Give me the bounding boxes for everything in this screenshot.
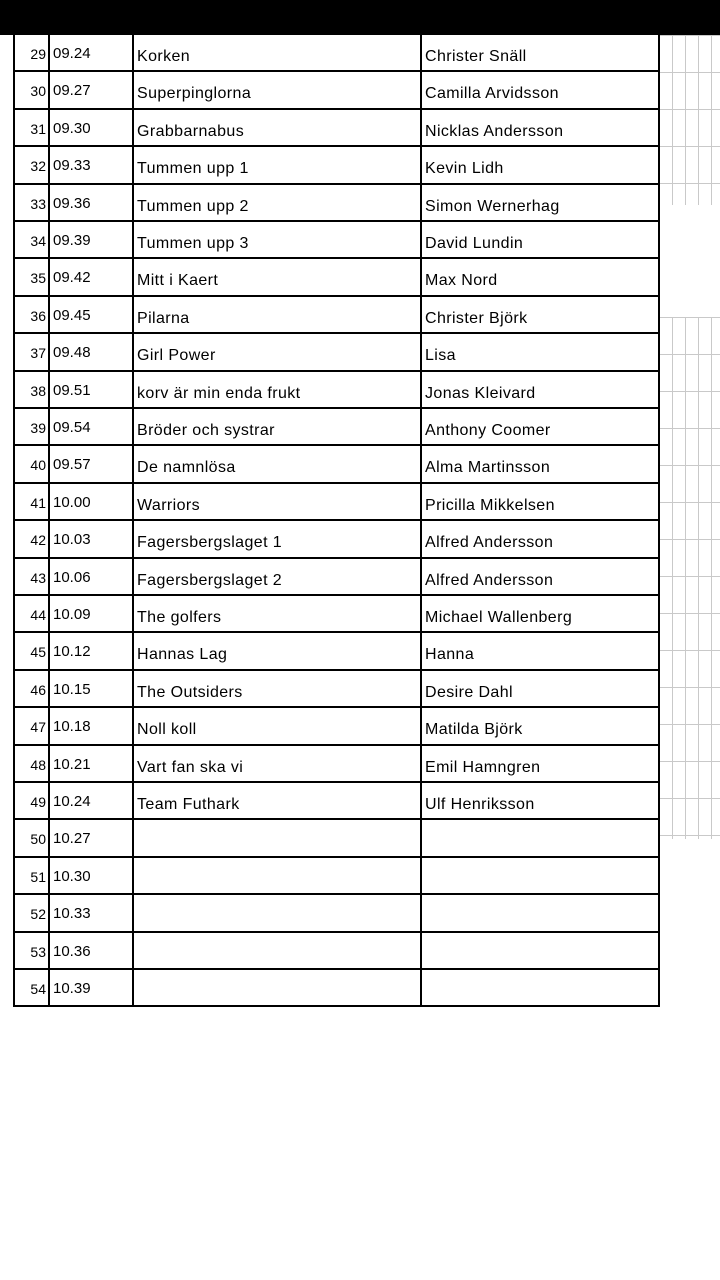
row-number: 33: [30, 195, 46, 212]
team-name: Korken: [132, 35, 420, 70]
table-row: [13, 559, 660, 596]
start-time: 10.03: [48, 521, 132, 556]
team-name: [132, 970, 420, 1005]
team-leader: [420, 820, 658, 855]
team-name: The Outsiders: [132, 671, 420, 706]
start-time: 10.06: [48, 559, 132, 594]
team-leader: Alfred Andersson: [420, 559, 658, 594]
row-number: 34: [30, 233, 46, 249]
team-name: Superpinglorna: [132, 72, 420, 107]
team-name: Team Futhark: [132, 783, 420, 818]
row-number: 35: [30, 270, 46, 287]
row-number: 46: [30, 681, 46, 698]
row-number: 32: [30, 158, 46, 175]
team-name: Vart fan ska vi: [132, 746, 420, 781]
table-row: [13, 409, 660, 446]
team-name: [132, 895, 420, 930]
table-row: [13, 484, 660, 521]
row-number: 29: [30, 46, 46, 62]
table-row: [13, 259, 660, 296]
row-number: 49: [30, 794, 46, 810]
start-time: 09.30: [48, 110, 132, 145]
start-time: 09.51: [48, 372, 132, 407]
table-row: [13, 372, 660, 409]
start-time: 09.57: [48, 446, 132, 481]
start-time: 10.27: [48, 820, 132, 855]
table-row: [13, 72, 660, 109]
start-time: 10.12: [48, 633, 132, 668]
start-time: 10.30: [48, 858, 132, 893]
team-name: Mitt i Kaert: [132, 259, 420, 294]
row-number: 42: [30, 532, 46, 549]
adjacent-grid-bottom: [660, 317, 720, 839]
start-time: 10.09: [48, 596, 132, 631]
row-number: 36: [30, 307, 46, 324]
team-name: Pilarna: [132, 297, 420, 332]
team-leader: Hanna: [420, 633, 658, 668]
team-leader: [420, 970, 658, 1005]
team-name: Tummen upp 1: [132, 147, 420, 182]
table-row: [13, 521, 660, 558]
table-row: [13, 746, 660, 783]
team-name: [132, 858, 420, 893]
table-row: [13, 970, 660, 1007]
row-number: 43: [30, 569, 46, 586]
table-row: [13, 708, 660, 745]
team-leader: Christer Snäll: [420, 35, 658, 70]
start-time: 10.21: [48, 746, 132, 781]
row-number: 50: [30, 831, 46, 848]
team-name: Warriors: [132, 484, 420, 519]
start-time: 09.42: [48, 259, 132, 294]
table-row: [13, 858, 660, 895]
table-row: [13, 895, 660, 932]
team-name: korv är min enda frukt: [132, 372, 420, 407]
table-row: [13, 222, 660, 259]
start-time: 10.18: [48, 708, 132, 743]
team-name: Fagersbergslaget 2: [132, 559, 420, 594]
team-leader: [420, 858, 658, 893]
team-name: Tummen upp 3: [132, 222, 420, 257]
row-number: 45: [30, 644, 46, 661]
row-number: 37: [30, 345, 46, 362]
table-row: [13, 35, 660, 72]
team-name: [132, 933, 420, 968]
team-name: Hannas Lag: [132, 633, 420, 668]
team-leader: Christer Björk: [420, 297, 658, 332]
team-leader: Jonas Kleivard: [420, 372, 658, 407]
start-time: 09.36: [48, 185, 132, 220]
row-number: 54: [30, 981, 46, 997]
status-bar: [0, 0, 720, 35]
table-row: [13, 185, 660, 222]
row-number: 51: [30, 868, 46, 885]
team-leader: Ulf Henriksson: [420, 783, 658, 818]
start-time: 09.33: [48, 147, 132, 182]
start-time: 09.24: [48, 35, 132, 70]
row-number: 41: [30, 494, 46, 511]
table-row: [13, 110, 660, 147]
row-number: 53: [30, 943, 46, 960]
team-name: Grabbarnabus: [132, 110, 420, 145]
start-time: 09.48: [48, 334, 132, 369]
team-leader: Camilla Arvidsson: [420, 72, 658, 107]
team-leader: Matilda Björk: [420, 708, 658, 743]
table-row: [13, 671, 660, 708]
start-time: 10.36: [48, 933, 132, 968]
team-name: Girl Power: [132, 334, 420, 369]
team-leader: [420, 933, 658, 968]
row-number: 44: [30, 607, 46, 623]
start-time: 09.39: [48, 222, 132, 257]
start-time: 09.54: [48, 409, 132, 444]
row-number: 48: [30, 756, 46, 773]
team-leader: Lisa: [420, 334, 658, 369]
team-leader: Simon Wernerhag: [420, 185, 658, 220]
team-leader: David Lundin: [420, 222, 658, 257]
row-number: 40: [30, 457, 46, 474]
row-number: 39: [30, 420, 46, 436]
team-leader: [420, 895, 658, 930]
table-row: [13, 446, 660, 483]
table-row: [13, 933, 660, 970]
table-row: [13, 147, 660, 184]
start-time: 10.15: [48, 671, 132, 706]
row-number: 52: [30, 906, 46, 923]
table-row: [13, 820, 660, 857]
team-leader: Nicklas Andersson: [420, 110, 658, 145]
row-number: 30: [30, 83, 46, 100]
team-leader: Max Nord: [420, 259, 658, 294]
team-name: [132, 820, 420, 855]
start-time: 09.27: [48, 72, 132, 107]
row-number: 31: [30, 120, 46, 137]
row-number: 47: [30, 719, 46, 736]
table-row: [13, 783, 660, 820]
team-leader: Anthony Coomer: [420, 409, 658, 444]
team-name: Noll koll: [132, 708, 420, 743]
team-name: The golfers: [132, 596, 420, 631]
team-leader: Emil Hamngren: [420, 746, 658, 781]
team-leader: Alfred Andersson: [420, 521, 658, 556]
team-leader: Desire Dahl: [420, 671, 658, 706]
adjacent-grid-top: [660, 35, 720, 205]
team-name: Bröder och systrar: [132, 409, 420, 444]
start-time: 09.45: [48, 297, 132, 332]
table-row: [13, 297, 660, 334]
start-time: 10.00: [48, 484, 132, 519]
team-leader: Michael Wallenberg: [420, 596, 658, 631]
team-name: Tummen upp 2: [132, 185, 420, 220]
schedule-table: [0, 35, 720, 995]
team-leader: Kevin Lidh: [420, 147, 658, 182]
team-leader: Pricilla Mikkelsen: [420, 484, 658, 519]
team-name: De namnlösa: [132, 446, 420, 481]
start-time: 10.24: [48, 783, 132, 818]
row-number: 38: [30, 382, 46, 399]
team-name: Fagersbergslaget 1: [132, 521, 420, 556]
table-row: [13, 596, 660, 633]
start-time: 10.39: [48, 970, 132, 1005]
table-row: [13, 633, 660, 670]
team-leader: Alma Martinsson: [420, 446, 658, 481]
start-time: 10.33: [48, 895, 132, 930]
table-row: [13, 334, 660, 371]
